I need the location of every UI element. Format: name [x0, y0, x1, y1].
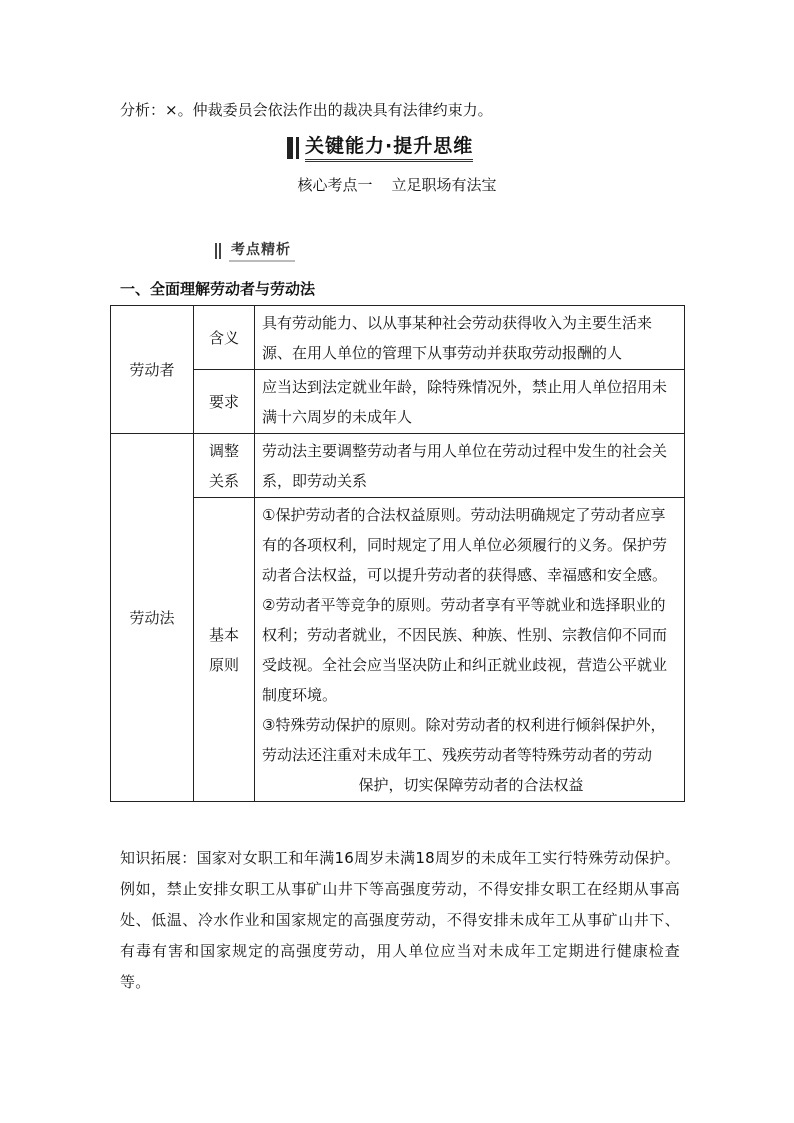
- banner-bar-decoration: [296, 137, 299, 159]
- tag-label: 考点精析: [229, 241, 295, 262]
- principle-2: ②劳动者平等竞争的原则。劳动者享有平等就业和选择职业的权利；劳动者就业，不因民族、种族、性别、宗教信仰不同而受歧视。全社会应当坚决防止和纠正就业歧视，营造公平就业制度环境。: [262, 596, 668, 704]
- cell-principles: [255, 498, 685, 802]
- table-row: [111, 498, 685, 802]
- principle-3: ③特殊劳动保护的原则。除对劳动者的权利进行倾斜保护外，劳动法还注重对未成年工、残疾劳动者等特殊劳动者的劳动: [262, 716, 666, 764]
- adjust-label-line1: 调整: [208, 441, 239, 460]
- table-row: [111, 306, 685, 370]
- analysis-text: 分析：×。仲裁委员会依法作出的裁决具有法律约束力。: [120, 101, 493, 119]
- heading-labor-law: 一、全面理解劳动者与劳动法: [120, 280, 316, 298]
- cell-adjust-text: 劳动法主要调整劳动者与用人单位在劳动过程中发生的社会关系，即劳动关系: [255, 434, 685, 498]
- banner-bar-decoration: [287, 137, 293, 159]
- principle-1: ①保护劳动者的合法权益原则。劳动法明确规定了劳动者应享有的各项权利，同时规定了用人单位必须履行的义务。保护劳动者合法权益，可以提升劳动者的获得感、幸福感和安全感。: [262, 506, 668, 584]
- section-title: 核心考点一 立足职场有法宝: [297, 176, 497, 194]
- basic-label-line2: 原则: [208, 655, 239, 674]
- cell-requirement-label: 要求: [194, 370, 255, 434]
- table-row: [111, 370, 685, 434]
- cell-requirement-text: 应当达到法定就业年龄，除特殊情况外，禁止用人单位招用未满十六周岁的未成年人: [255, 370, 685, 434]
- basic-label-line1: 基本: [208, 625, 239, 644]
- cell-meaning-text: 具有劳动能力、以从事某种社会劳动获得收入为主要生活来源、在用人单位的管理下从事劳动并获取劳动报酬的人: [255, 306, 685, 370]
- knowledge-extension: 知识拓展：国家对女职工和年满16周岁未满18周岁的未成年工实行特殊劳动保护。例如，禁止安排女职工从事矿山井下等高强度劳动，不得安排女职工在经期从事高处、低温、冷水作业和国家规定的高强度劳动，不得安排未成年工从事矿山井下、有毒有害和国家规定的高强度劳动，用人单位应当对未成年工定期进行健康检查等。: [120, 849, 680, 991]
- cell-labor-law: 劳动法: [111, 434, 194, 802]
- cell-meaning-label: 含义: [194, 306, 255, 370]
- cell-basic-principles-label: [194, 498, 255, 802]
- key-point-tag: [215, 240, 295, 262]
- labor-law-table: [110, 305, 685, 802]
- principle-3-tail: 保护，切实保障劳动者的合法权益: [358, 776, 584, 794]
- table-row: [111, 434, 685, 498]
- cell-adjust-label: [194, 434, 255, 498]
- cell-laborer: 劳动者: [111, 306, 194, 434]
- banner-title: 关键能力·提升思维: [305, 135, 473, 162]
- adjust-label-line2: 关系: [208, 471, 239, 490]
- section-banner: [287, 136, 505, 160]
- tag-bars-decoration: [215, 243, 223, 259]
